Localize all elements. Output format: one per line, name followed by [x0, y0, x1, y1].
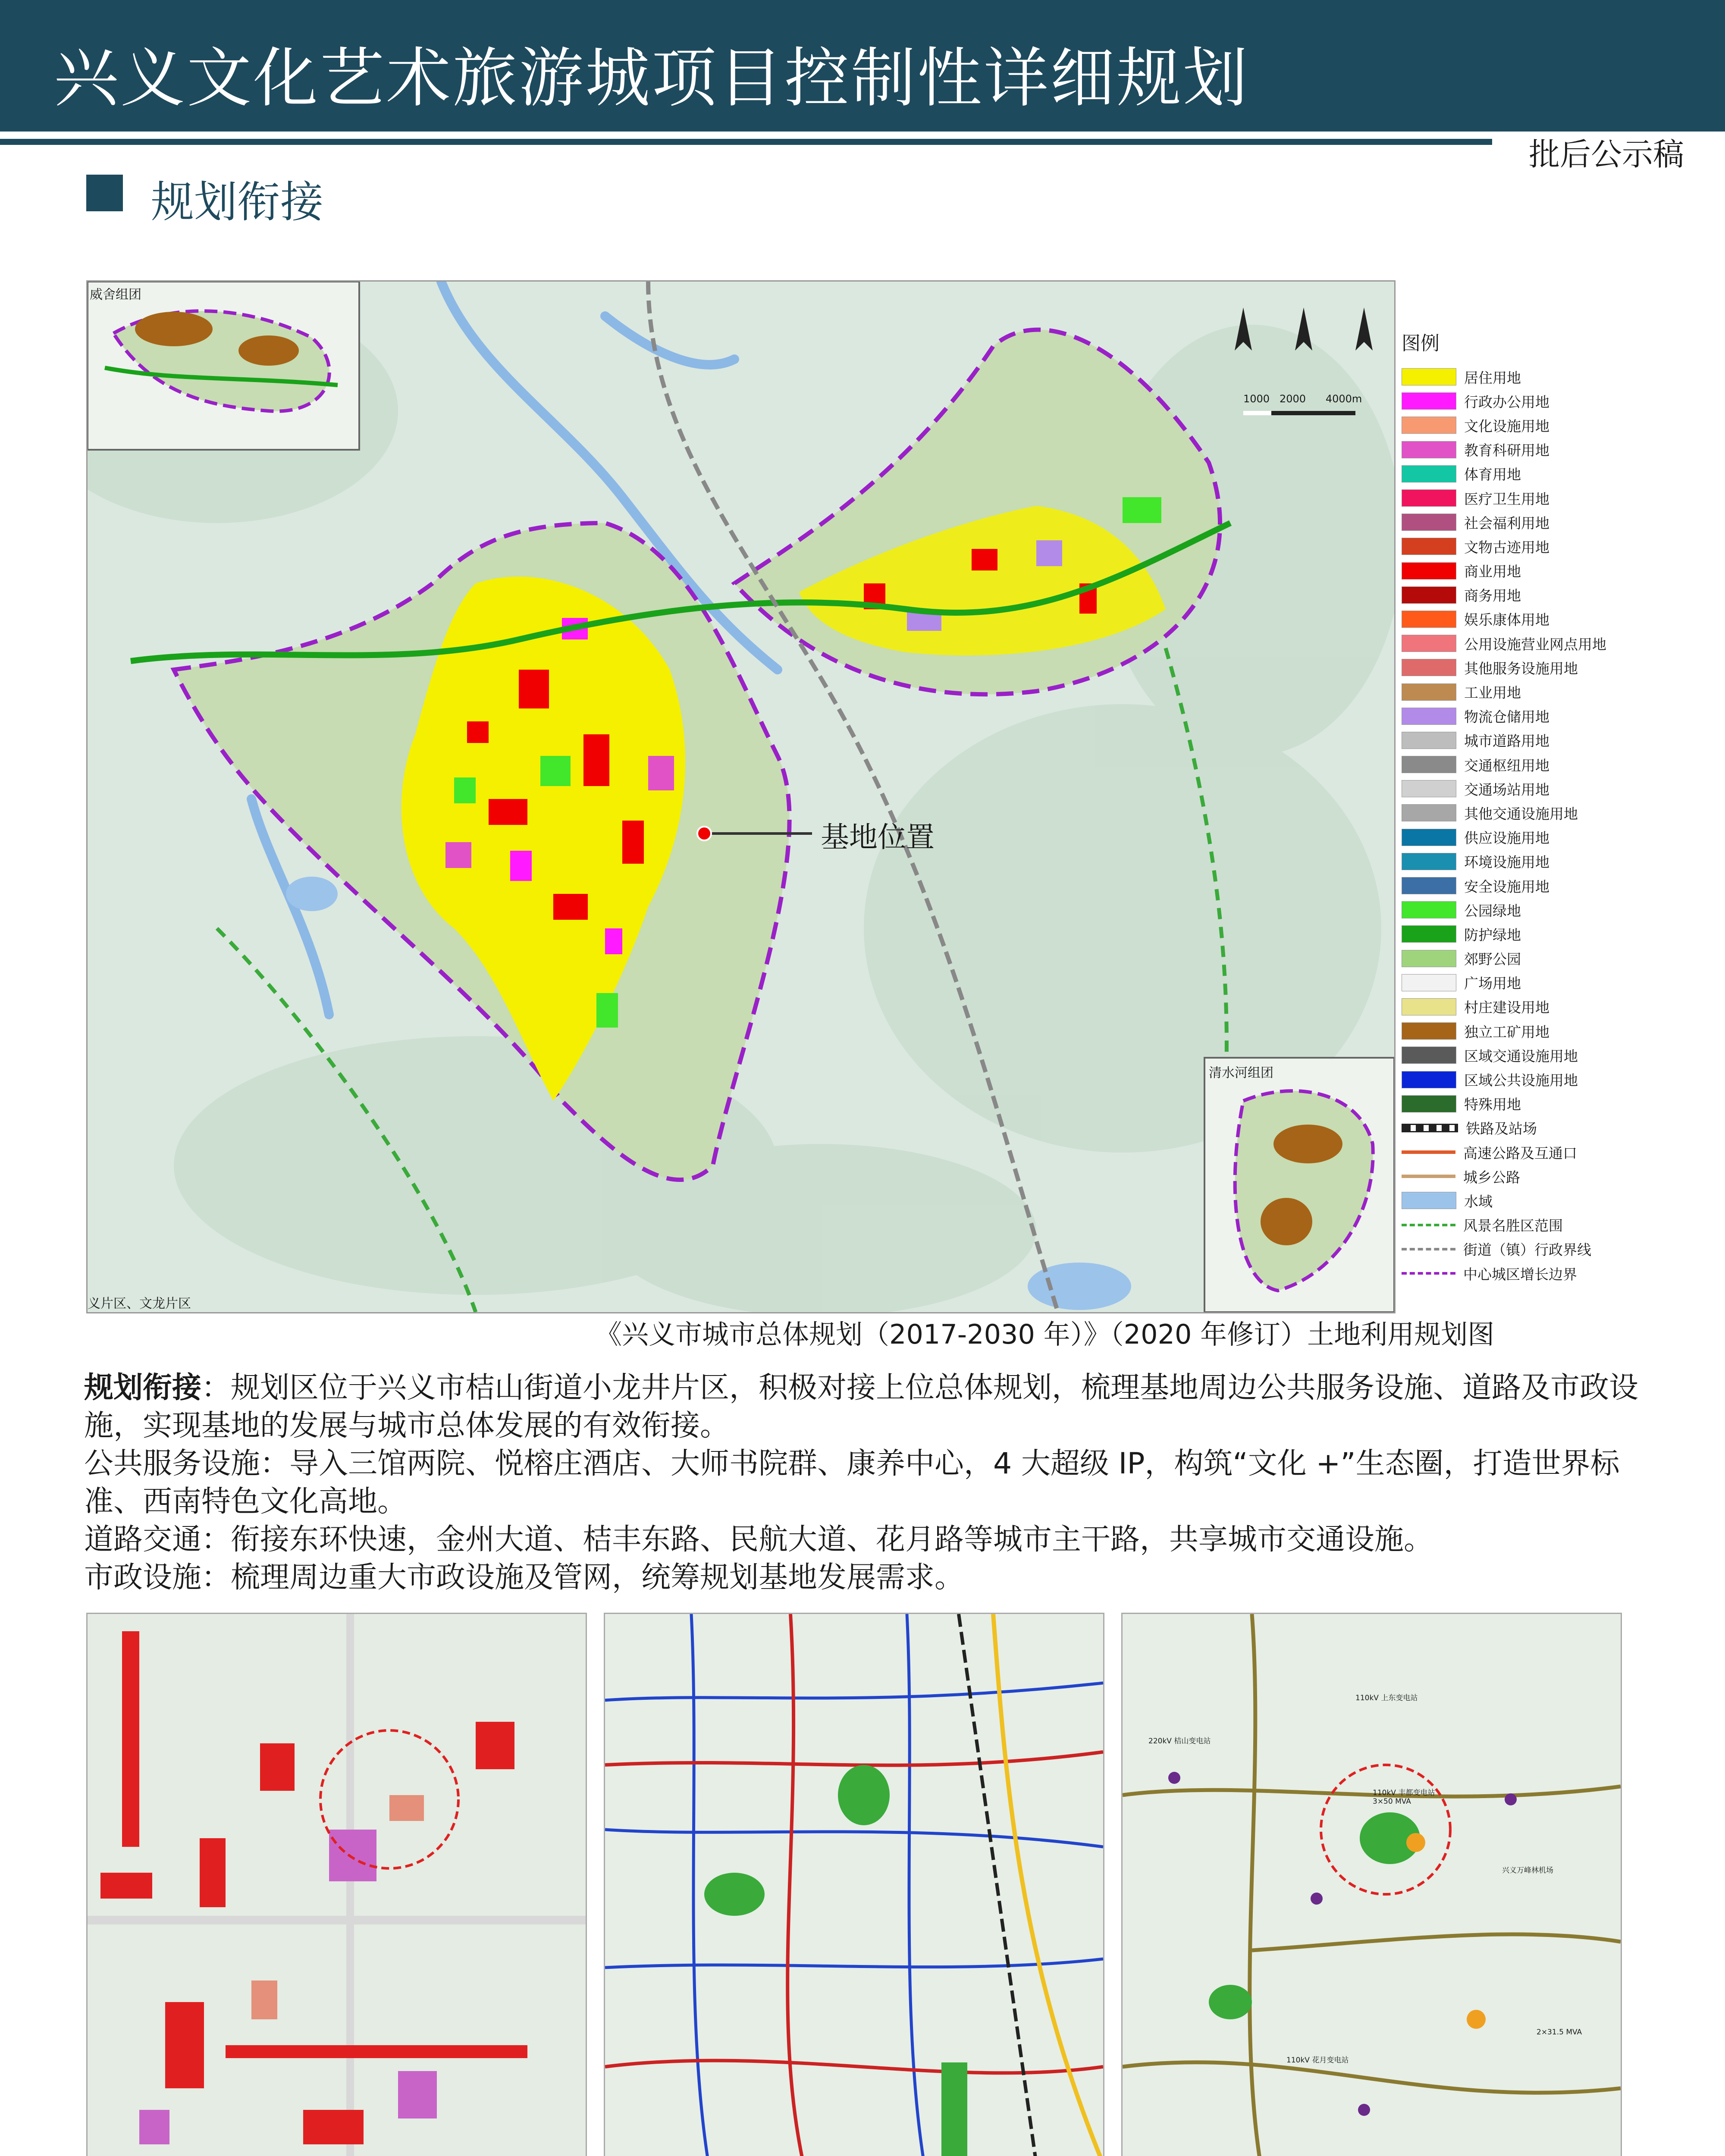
- legend-item: [1402, 849, 1678, 874]
- legend-label: 环境设施用地: [1464, 854, 1549, 871]
- legend-item: [1402, 801, 1678, 825]
- legend-label: 广场用地: [1464, 975, 1521, 992]
- capacity-label-b: 2×31.5 MVA: [1537, 2028, 1582, 2037]
- legend-swatch-icon: [1402, 1150, 1455, 1154]
- site-location-label: 基地位置: [821, 821, 935, 854]
- legend-swatch-icon: [1402, 1175, 1455, 1178]
- legend-item: [1402, 486, 1678, 510]
- legend-label: 文物古迹用地: [1464, 539, 1549, 556]
- legend-label: 区域交通设施用地: [1464, 1047, 1578, 1065]
- legend-label: 城市道路用地: [1464, 733, 1549, 750]
- inset-top-label: 威舍组团: [90, 287, 141, 302]
- legend-swatch-icon: [1402, 1071, 1456, 1088]
- legend-label: 水域: [1464, 1193, 1493, 1210]
- legend-swatch-icon: [1402, 635, 1456, 652]
- main-map-legend: [1402, 328, 1678, 1285]
- legend-label: 娱乐康体用地: [1464, 611, 1549, 629]
- legend-swatch-icon: [1402, 804, 1456, 821]
- municipal-facilities-map: [1121, 1613, 1622, 2156]
- public-services-map: [86, 1613, 587, 2156]
- legend-swatch-icon: [1402, 1248, 1455, 1250]
- legend-item: [1402, 583, 1678, 607]
- legend-item: [1402, 413, 1678, 437]
- paragraph-planning: [84, 1369, 1645, 1445]
- legend-item: [1402, 631, 1678, 655]
- public-services-graphic: [88, 1614, 586, 2156]
- legend-swatch-icon: [1402, 683, 1456, 701]
- legend-swatch-icon: [1402, 708, 1456, 725]
- legend-item: [1402, 922, 1678, 946]
- legend-label: 独立工矿用地: [1464, 1023, 1549, 1040]
- legend-label: 村庄建设用地: [1464, 999, 1549, 1016]
- substation-label-shangdong: 110kV 上东变电站: [1355, 1694, 1418, 1702]
- legend-label: 特殊用地: [1464, 1096, 1521, 1113]
- legend-item: [1402, 704, 1678, 728]
- legend-swatch-icon: [1402, 829, 1456, 846]
- legend-label: 物流仓储用地: [1464, 708, 1549, 726]
- section-title: 规划衔接: [151, 177, 323, 227]
- legend-swatch-icon: [1402, 732, 1456, 749]
- legend-item: [1402, 655, 1678, 680]
- legend-item: [1402, 752, 1678, 777]
- legend-label: 工业用地: [1464, 684, 1521, 702]
- legend-swatch-icon: [1402, 489, 1456, 507]
- legend-item: [1402, 559, 1678, 583]
- airport-label: 兴义万峰林机场: [1502, 1866, 1553, 1875]
- publication-stamp: 批后公示稿: [1529, 136, 1684, 172]
- inset-bottom-label: 清水河组团: [1209, 1065, 1273, 1081]
- legend-label: 交通枢纽用地: [1464, 757, 1549, 774]
- legend-label: 文化设施用地: [1464, 417, 1549, 435]
- legend-item: [1402, 1043, 1678, 1067]
- document-title: 兴义文化艺术旅游城项目控制性详细规划: [54, 41, 1250, 116]
- legend-item: [1402, 1188, 1678, 1213]
- legend-item: [1402, 1164, 1678, 1188]
- legend-label: 教育科研用地: [1464, 442, 1549, 459]
- legend-swatch-icon: [1402, 392, 1456, 410]
- road-traffic-map: [604, 1613, 1104, 2156]
- legend-label: 城乡公路: [1463, 1169, 1520, 1186]
- paragraph-planning-head: 规划衔接: [84, 1371, 202, 1405]
- legend-label: 中心城区增长边界: [1463, 1266, 1577, 1283]
- scale-label: 1000 2000 4000m: [1243, 393, 1362, 405]
- legend-label: 供应设施用地: [1464, 830, 1549, 847]
- legend-swatch-icon: [1402, 659, 1456, 676]
- legend-label: 行政办公用地: [1464, 393, 1549, 411]
- legend-label: 居住用地: [1464, 369, 1521, 386]
- legend-item: [1402, 946, 1678, 971]
- legend-label: 区域公共设施用地: [1464, 1072, 1578, 1089]
- legend-item: [1402, 825, 1678, 849]
- legend-label: 郊野公园: [1464, 951, 1521, 968]
- legend-label: 风景名胜区范围: [1463, 1217, 1563, 1235]
- legend-item: [1402, 1213, 1678, 1237]
- legend-item: [1402, 389, 1678, 413]
- legend-item: [1402, 995, 1678, 1019]
- legend-swatch-icon: [1402, 1272, 1455, 1275]
- legend-item: [1402, 438, 1678, 462]
- legend-label: 街道（镇）行政界线: [1463, 1241, 1591, 1259]
- legend-label: 其他服务设施用地: [1464, 660, 1578, 677]
- legend-label: 商务用地: [1464, 587, 1521, 605]
- legend-label: 社会福利用地: [1464, 514, 1549, 532]
- capacity-label-a: 3×50 MVA: [1373, 1797, 1411, 1806]
- legend-swatch-icon: [1402, 465, 1456, 483]
- legend-item: [1402, 1140, 1678, 1164]
- legend-label: 防护绿地: [1464, 926, 1521, 943]
- legend-title: 图例: [1402, 332, 1440, 354]
- substation-label-fengdu: 110kV 丰都变电站: [1373, 1789, 1435, 1797]
- legend-item: [1402, 462, 1678, 486]
- legend-swatch-icon: [1402, 1192, 1456, 1209]
- legend-label: 体育用地: [1464, 466, 1521, 483]
- substation-label-jushan: 220kV 桔山变电站: [1148, 1737, 1211, 1745]
- legend-item: [1402, 1116, 1678, 1140]
- legend-swatch-icon: [1402, 877, 1456, 894]
- section-marker-icon: [86, 175, 123, 211]
- legend-item: [1402, 728, 1678, 752]
- legend-swatch-icon: [1402, 998, 1456, 1015]
- legend-swatch-icon: [1402, 756, 1456, 773]
- substation-label-huayue: 110kV 花月变电站: [1286, 2056, 1349, 2065]
- legend-swatch-icon: [1402, 1224, 1455, 1226]
- land-use-plan-graphic: [88, 282, 1394, 1312]
- header-divider: [0, 139, 1492, 145]
- legend-swatch-icon: [1402, 611, 1456, 628]
- paragraph-planning-body: ：规划区位于兴义市桔山街道小龙井片区，积极对接上位总体规划，梳理基地周边公共服务设施、道路及市政设施，实现基地的发展与城市总体发展的有效衔接。: [84, 1371, 1639, 1443]
- legend-swatch-icon: [1402, 586, 1456, 604]
- legend-label: 公园绿地: [1464, 902, 1521, 919]
- road-traffic-graphic: [605, 1614, 1103, 2156]
- paragraph-transport: 道路交通：衔接东环快速，金州大道、桔丰东路、民航大道、花月路等城市主干路，共享城市交通设施。: [84, 1523, 1433, 1557]
- legend-item: [1402, 1261, 1678, 1285]
- legend-label: 交通场站用地: [1464, 781, 1549, 798]
- legend-swatch-icon: [1402, 950, 1456, 967]
- legend-item: [1402, 874, 1678, 898]
- main-map-caption: 《兴义市城市总体规划（2017-2030 年）》（2020 年修订）土地利用规划图: [595, 1319, 1495, 1350]
- legend-item: [1402, 971, 1678, 995]
- legend-swatch-icon: [1402, 853, 1456, 870]
- legend-label: 安全设施用地: [1464, 878, 1549, 895]
- legend-swatch-icon: [1402, 1095, 1456, 1112]
- legend-label: 铁路及站场: [1466, 1120, 1537, 1138]
- legend-label: 其他交通设施用地: [1464, 805, 1578, 822]
- corner-label: 义片区、文龙片区: [88, 1296, 191, 1311]
- legend-swatch-icon: [1402, 514, 1456, 531]
- legend-swatch-icon: [1402, 368, 1456, 385]
- legend-item: [1402, 1237, 1678, 1261]
- legend-swatch-icon: [1402, 441, 1456, 458]
- paragraph-municipal: 市政设施：梳理周边重大市政设施及管网，统筹规划基地发展需求。: [84, 1561, 964, 1595]
- legend-swatch-icon: [1402, 1022, 1456, 1040]
- planning-description: [84, 1369, 1645, 1597]
- legend-swatch-icon: [1402, 417, 1456, 434]
- legend-item: [1402, 365, 1678, 389]
- legend-item: [1402, 1092, 1678, 1116]
- legend-list: [1402, 365, 1678, 1285]
- legend-swatch-icon: [1402, 901, 1456, 918]
- legend-item: [1402, 510, 1678, 534]
- legend-item: [1402, 898, 1678, 922]
- legend-item: [1402, 680, 1678, 704]
- land-use-plan-map: [86, 280, 1396, 1313]
- legend-swatch-icon: [1402, 1124, 1458, 1132]
- legend-label: 高速公路及互通口: [1463, 1144, 1577, 1162]
- legend-item: [1402, 607, 1678, 631]
- legend-swatch-icon: [1402, 538, 1456, 555]
- legend-swatch-icon: [1402, 562, 1456, 580]
- legend-swatch-icon: [1402, 780, 1456, 797]
- legend-swatch-icon: [1402, 1047, 1456, 1064]
- legend-label: 医疗卫生用地: [1464, 490, 1549, 508]
- legend-item: [1402, 534, 1678, 558]
- legend-swatch-icon: [1402, 974, 1456, 991]
- legend-label: 公用设施营业网点用地: [1464, 636, 1606, 653]
- paragraph-public-services: 公共服务设施：导入三馆两院、悦榕庄酒店、大师书院群、康养中心，4 大超级 IP，构筑“文化 +”生态圈，打造世界标准、西南特色文化高地。: [84, 1447, 1620, 1519]
- legend-item: [1402, 1067, 1678, 1091]
- legend-item: [1402, 777, 1678, 801]
- legend-swatch-icon: [1402, 925, 1456, 943]
- legend-item: [1402, 1019, 1678, 1043]
- legend-label: 商业用地: [1464, 563, 1521, 580]
